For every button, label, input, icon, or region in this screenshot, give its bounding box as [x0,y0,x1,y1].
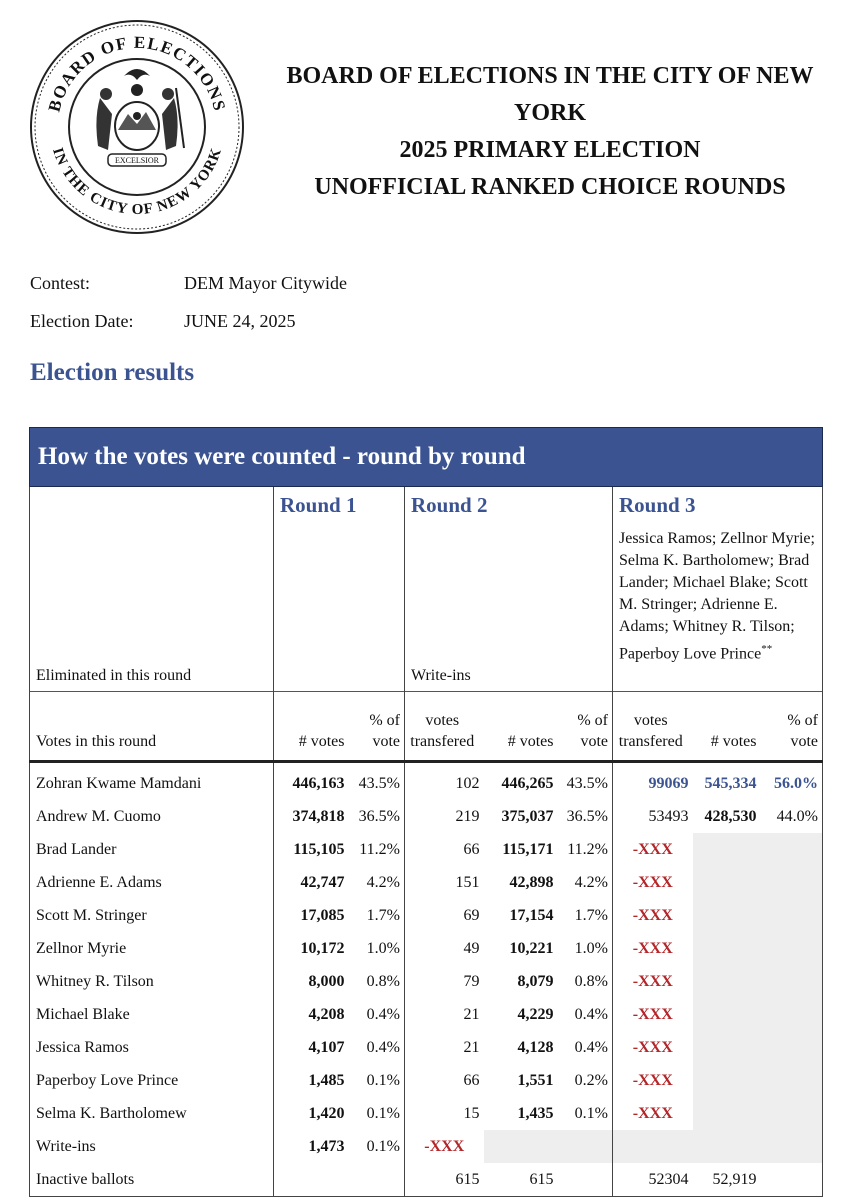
r1-pct: 0.1% [366,1071,400,1089]
round-3-eliminated: Jessica Ramos; Zellnor Myrie; Selma K. Bartholomew; Brad Lander; Michael Blake; Scott M. Stringer; Adrienne E. Adams; Whitney R. Tilson; Paperboy Love Prince [619,530,815,663]
candidate-name: Jessica Ramos [30,1031,274,1064]
empty-cell [761,932,823,965]
empty-cell [761,1097,823,1130]
table-row [30,998,823,1031]
empty-cell [693,1097,761,1130]
r2-transfer: 49 [405,932,484,965]
r2-pct: 0.4% [574,1005,608,1023]
col-header-pct: % of vote [558,692,613,762]
r1-pct: 1.7% [366,906,400,924]
r3-eliminated-marker: -XXX [613,998,693,1031]
empty-cell [761,1064,823,1097]
empty-cell [693,965,761,998]
r2-pct: 0.8% [574,972,608,990]
empty-cell [693,866,761,899]
empty-cell [761,899,823,932]
r3-eliminated-marker: -XXX [613,932,693,965]
table-row [30,932,823,965]
r1-votes: 4,107 [274,1031,349,1064]
r3-transfer: 52304 [613,1163,693,1197]
empty-cell [693,932,761,965]
r2-transfer: 102 [405,762,484,801]
votes-in-round-label: Votes in this round [30,692,274,762]
empty-cell [693,899,761,932]
r1-pct: 0.1% [366,1137,400,1155]
r2-pct: 43.5% [566,774,608,792]
table-banner: How the votes were counted - round by round [30,428,823,487]
r3-eliminated-marker: -XXX [613,899,693,932]
seal-text-top: BOARD OF ELECTIONS [44,32,230,114]
col-header-transferred: votes transfered [613,692,693,762]
table-row [30,762,823,801]
r2-votes: 1,551 [517,1071,554,1089]
round-2-title: Round 2 [411,493,488,517]
r2-pct: 1.7% [574,906,608,924]
empty-cell [613,1130,693,1163]
round-3-footnote: ** [761,643,773,655]
candidate-name: Michael Blake [30,998,274,1031]
r2-pct [558,1163,613,1197]
r3-votes: 428,530 [704,807,757,825]
table-row [30,1097,823,1130]
empty-cell [761,1031,823,1064]
col-header-votes: # votes [274,692,349,762]
title-line: YORK [514,100,586,126]
r1-pct: 0.4% [366,1005,400,1023]
r1-pct: 0.1% [366,1104,400,1122]
election-date-value: JUNE 24, 2025 [184,311,296,331]
r1-pct: 43.5% [358,774,400,792]
empty-cell [761,833,823,866]
r1-votes: 446,163 [274,762,349,801]
r2-transfer: 69 [405,899,484,932]
table-row [30,1031,823,1064]
empty-cell [693,1064,761,1097]
contest-label: Contest: [30,273,91,293]
r1-pct: 4.2% [366,873,400,891]
r3-eliminated-marker: -XXX [613,833,693,866]
col-header-votes: # votes [484,692,558,762]
r2-votes: 4,128 [517,1038,554,1056]
empty-cell [693,1130,761,1163]
r2-votes: 375,037 [501,807,554,825]
r2-votes: 10,221 [509,939,554,957]
table-row [30,866,823,899]
empty-cell [761,1130,823,1163]
r3-pct [761,1163,823,1197]
seal-motto: EXCELSIOR [115,156,159,165]
title-line: BOARD OF ELECTIONS IN THE CITY OF NEW [286,63,814,89]
rounds-table [29,427,823,1197]
empty-cell [693,1031,761,1064]
candidate-name: Write-ins [30,1130,274,1163]
empty-cell [484,1130,558,1163]
r1-votes: 1,420 [274,1097,349,1130]
col-header-pct: % of vote [761,692,823,762]
round-2-header [405,487,613,692]
r1-votes: 4,208 [274,998,349,1031]
table-row [30,800,823,833]
r1-pct: 1.0% [366,939,400,957]
r1-pct [349,1163,405,1197]
table-row [30,1130,823,1163]
round-1-header [274,487,405,692]
col-header-votes: # votes [693,692,761,762]
r1-votes [274,1163,349,1197]
candidate-name: Zohran Kwame Mamdani [30,762,274,801]
r1-votes: 8,000 [274,965,349,998]
title-line: 2025 PRIMARY ELECTION [399,137,701,163]
candidate-name: Brad Lander [30,833,274,866]
r2-transfer: 79 [405,965,484,998]
section-title: Election results [30,359,195,386]
r1-votes: 1,473 [274,1130,349,1163]
candidate-name: Zellnor Myrie [30,932,274,965]
r1-votes: 10,172 [274,932,349,965]
r2-votes: 446,265 [501,774,554,792]
r2-transfer: 615 [405,1163,484,1197]
eliminated-label: Eliminated in this round [36,667,192,684]
r3-eliminated-marker: -XXX [613,866,693,899]
r3-pct: 44.0% [761,800,823,833]
candidate-name: Inactive ballots [30,1163,274,1197]
r2-votes: 115,171 [502,840,554,858]
table-row [30,899,823,932]
empty-cell [761,965,823,998]
candidate-name: Andrew M. Cuomo [30,800,274,833]
r1-votes: 374,818 [274,800,349,833]
candidate-name: Paperboy Love Prince [30,1064,274,1097]
r2-votes: 1,435 [517,1104,554,1122]
r1-votes: 1,485 [274,1064,349,1097]
r2-votes: 615 [484,1163,558,1197]
r3-eliminated-marker: -XXX [613,1031,693,1064]
r2-pct: 36.5% [566,807,608,825]
r2-votes: 8,079 [517,972,554,990]
document-title [255,58,845,206]
round-1-title: Round 1 [280,493,357,517]
r2-votes: 42,898 [509,873,554,891]
r3-eliminated-marker: -XXX [613,1097,693,1130]
col-header-pct: % of vote [349,692,405,762]
r1-votes: 42,747 [274,866,349,899]
candidate-name: Adrienne E. Adams [30,866,274,899]
empty-cell [558,1130,613,1163]
r2-eliminated-marker: -XXX [405,1130,484,1163]
candidate-name: Scott M. Stringer [30,899,274,932]
board-of-elections-seal [28,18,246,236]
empty-cell [693,833,761,866]
r2-transfer: 151 [405,866,484,899]
seal-emblem [96,69,184,166]
candidate-name: Whitney R. Tilson [30,965,274,998]
candidate-name: Selma K. Bartholomew [30,1097,274,1130]
r2-pct: 0.4% [574,1038,608,1056]
r2-pct: 11.2% [567,840,608,858]
r2-votes: 4,229 [517,1005,554,1023]
r2-transfer: 66 [405,833,484,866]
title-line: UNOFFICIAL RANKED CHOICE ROUNDS [314,174,786,200]
eliminated-header-cell [30,487,274,692]
r3-votes: 52,919 [693,1163,761,1197]
table-row [30,833,823,866]
r3-eliminated-marker: -XXX [613,1064,693,1097]
round-3-title: Round 3 [619,493,696,517]
r2-pct: 4.2% [574,873,608,891]
r2-pct: 0.1% [574,1104,608,1122]
r3-votes: 545,334 [704,774,757,792]
r2-transfer: 219 [405,800,484,833]
col-header-transferred: votes transfered [405,692,484,762]
r2-transfer: 66 [405,1064,484,1097]
r1-pct: 0.4% [366,1038,400,1056]
r2-transfer: 21 [405,998,484,1031]
r2-votes: 17,154 [509,906,554,924]
r3-transfer: 99069 [613,762,693,801]
round-2-eliminated: Write-ins [411,667,471,684]
empty-cell [761,866,823,899]
contest-row [30,273,347,294]
r3-pct: 56.0% [761,762,823,801]
round-3-header [613,487,823,692]
election-date-label: Election Date: [30,311,134,331]
empty-cell [693,998,761,1031]
r2-transfer: 21 [405,1031,484,1064]
r2-pct: 0.2% [574,1071,608,1089]
r1-pct: 11.2% [359,840,400,858]
table-row [30,1064,823,1097]
seal-text-bottom: IN THE CITY OF NEW YORK [49,145,226,219]
table-row [30,965,823,998]
empty-cell [761,998,823,1031]
r3-eliminated-marker: -XXX [613,965,693,998]
r2-pct: 1.0% [574,939,608,957]
table-row [30,1163,823,1197]
r3-transfer: 53493 [613,800,693,833]
r1-votes: 115,105 [274,833,349,866]
r1-pct: 36.5% [358,807,400,825]
r1-pct: 0.8% [366,972,400,990]
r2-transfer: 15 [405,1097,484,1130]
contest-value: DEM Mayor Citywide [184,273,347,293]
election-date-row [30,311,296,332]
r1-votes: 17,085 [274,899,349,932]
